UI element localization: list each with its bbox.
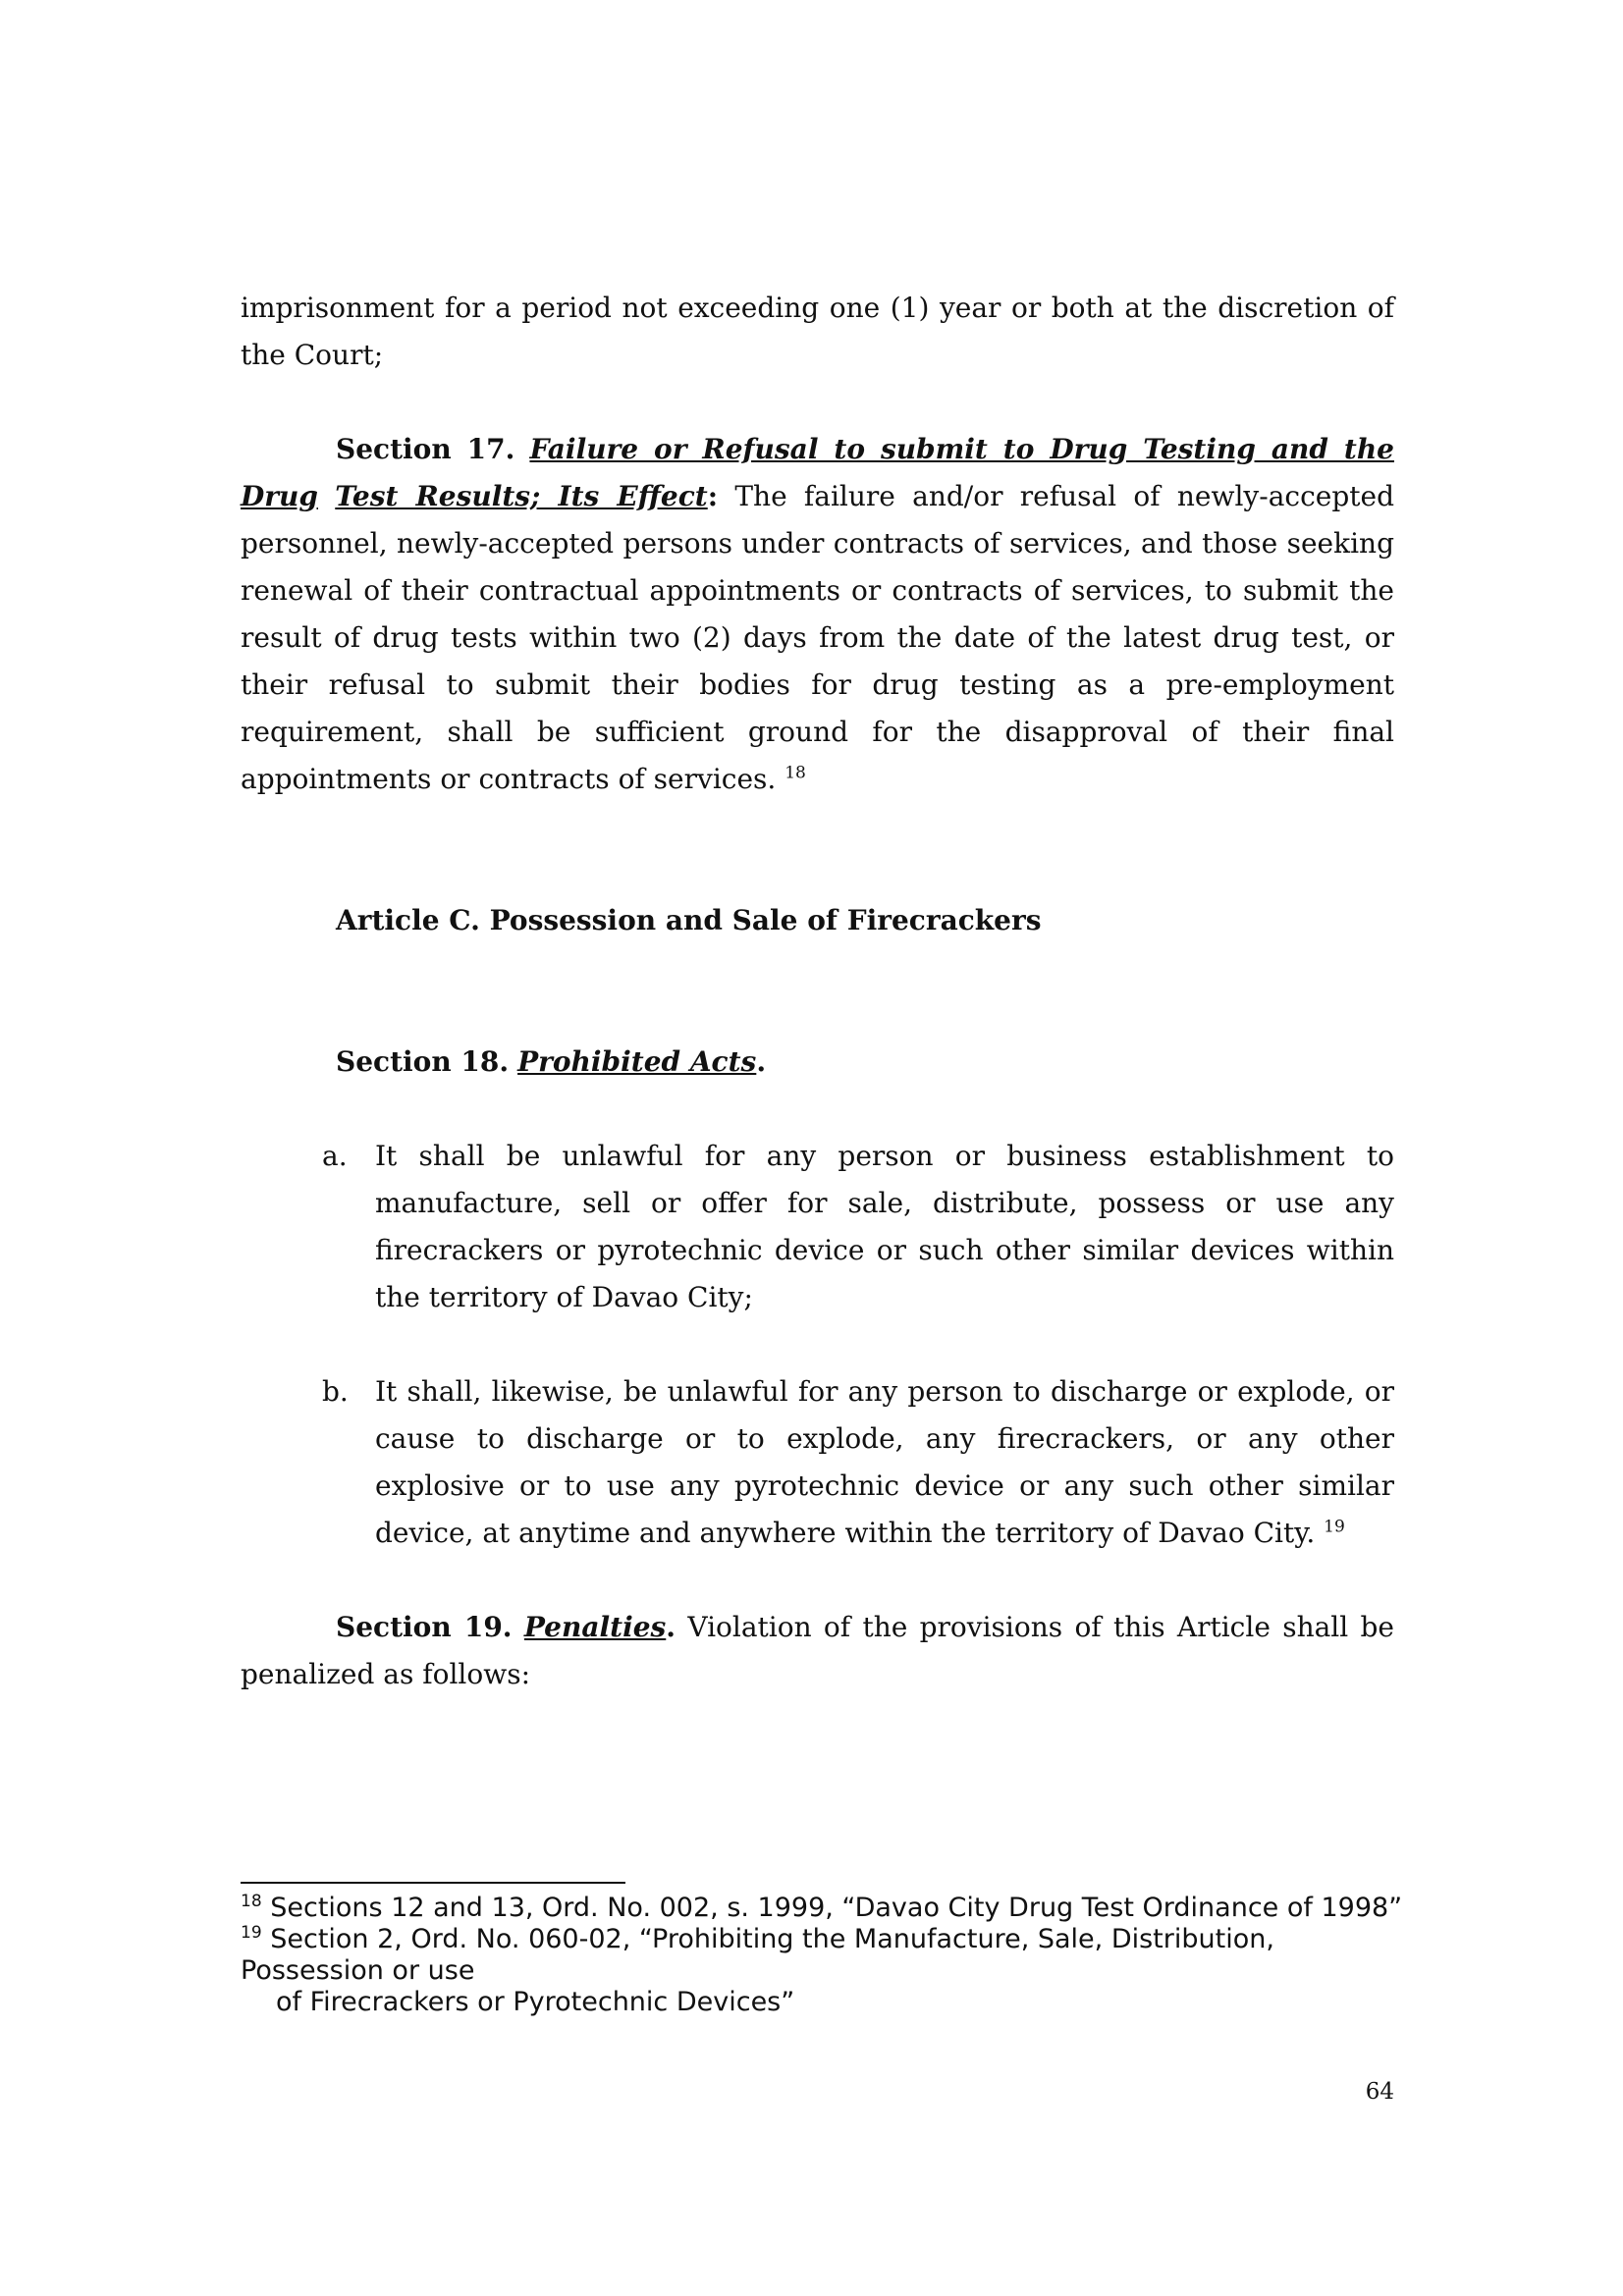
section-19-body: Violation of the provisions of this Article shall be penalized as follows: bbox=[241, 1611, 1394, 1690]
article-c-heading bbox=[336, 897, 1394, 944]
footnote-18-text: Sections 12 and 13, Ord. No. 002, s. 1999, “Davao City Drug Test Ordinance of 1998” bbox=[270, 1893, 1403, 1923]
section-18-label: Section 18. bbox=[336, 1045, 510, 1078]
footnote-19 bbox=[241, 1924, 1409, 1987]
list-item-text: It shall be unlawful for any person or business establishment to manufacture, sell or offer for sale, distribute, possess or use any firecrackers or pyrotechnic device or such other similar devices within the territory of Davao City; bbox=[375, 1140, 1394, 1313]
footnote-19-number: 19 bbox=[241, 1923, 262, 1943]
footnote-ref-18[interactable]: 18 bbox=[784, 763, 806, 783]
footnote-19-continuation-text: of Firecrackers or Pyrotechnic Devices” bbox=[276, 1987, 795, 2017]
article-c-heading-text: Article C. Possession and Sale of Firecrackers bbox=[336, 904, 1042, 936]
section-17-label: Section 17. bbox=[336, 433, 515, 465]
footnote-19-continuation bbox=[241, 1987, 1409, 2018]
footnote-19-text: Section 2, Ord. No. 060-02, “Prohibiting the Manufacture, Sale, Distribution, Possession or use bbox=[241, 1924, 1274, 1986]
section-18-period: . bbox=[756, 1045, 767, 1078]
section-18-list bbox=[241, 1133, 1394, 1557]
footnotes bbox=[241, 1893, 1409, 2018]
document-body bbox=[241, 285, 1394, 1698]
section-18-heading bbox=[241, 1039, 1394, 1086]
page-number: 64 bbox=[1365, 2079, 1394, 2105]
footnote-18-number: 18 bbox=[241, 1892, 262, 1911]
section-17-paragraph bbox=[241, 426, 1394, 803]
list-item-marker: a. bbox=[322, 1140, 348, 1172]
section-19-label: Section 19. bbox=[336, 1611, 513, 1643]
section-18-title: Prohibited Acts bbox=[517, 1045, 757, 1078]
list-item bbox=[241, 1133, 1394, 1321]
opening-paragraph-text: imprisonment for a period not exceeding one (1) year or both at the discretion of the Court; bbox=[241, 292, 1394, 371]
list-item bbox=[241, 1368, 1394, 1557]
section-17-title-part2: Test Results; Its Effect bbox=[335, 480, 708, 512]
section-17-colon: : bbox=[707, 480, 719, 512]
section-19-title: Penalties bbox=[523, 1611, 667, 1643]
section-19-paragraph bbox=[241, 1604, 1394, 1698]
footnote-ref-19[interactable]: 19 bbox=[1324, 1517, 1345, 1537]
section-17-body: The failure and/or refusal of newly-accepted personnel, newly-accepted persons under contracts of services, and those seeking renewal of their contractual appointments or contracts of services, to submit the result of drug tests within two (2) days from the date of the latest drug test, or their refusal to submit their bodies for drug testing as a pre-employment requirement, shall be sufficient ground for the disapproval of their final appointments or contracts of services. bbox=[241, 480, 1394, 795]
section-17-title-part1: Failure or Refusal to submit to Drug Testing and the Drug bbox=[241, 433, 1394, 512]
list-item-marker: b. bbox=[322, 1375, 349, 1408]
list-item-text: It shall, likewise, be unlawful for any person to discharge or explode, or cause to discharge or to explode, any firecrackers, or any other explosive or to use any pyrotechnic device or any such other similar device, at anytime and anywhere within the territory of Davao City. bbox=[375, 1375, 1394, 1549]
footnote-separator bbox=[241, 1882, 625, 1884]
footnote-18 bbox=[241, 1893, 1409, 1924]
opening-paragraph bbox=[241, 285, 1394, 379]
section-19-period: . bbox=[666, 1611, 676, 1643]
